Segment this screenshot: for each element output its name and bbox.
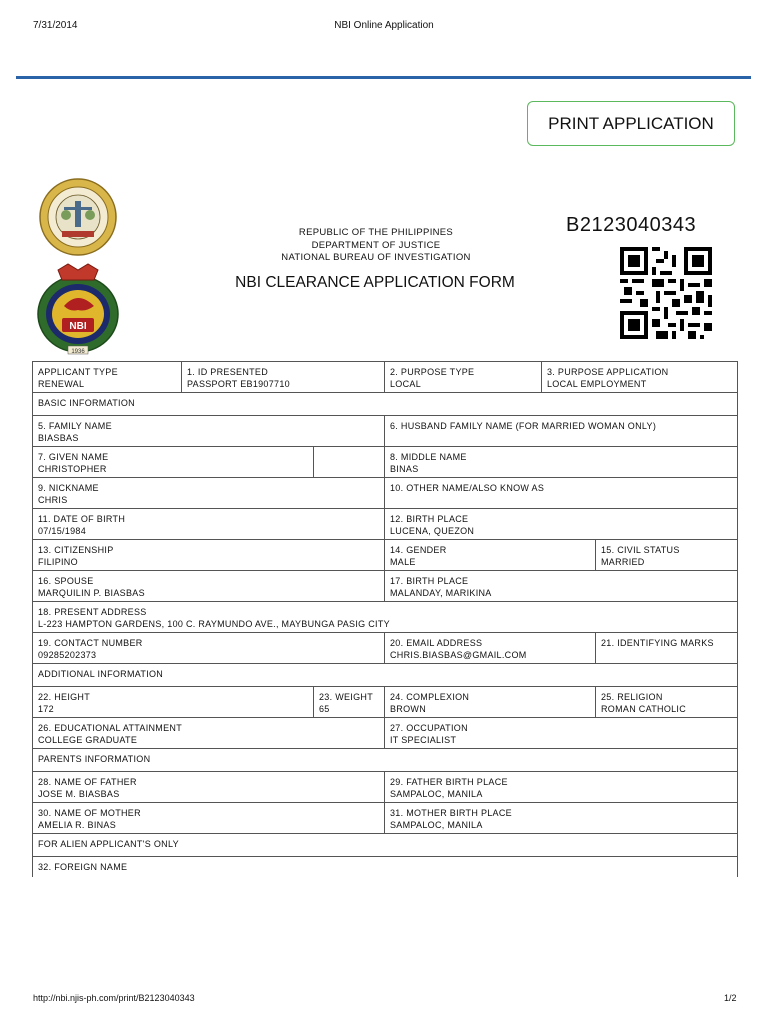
middle-name-cell: 8. MIDDLE NAME BINAS [385,447,738,478]
nbi-seal-icon [36,260,120,356]
print-application-button[interactable]: PRINT APPLICATION [527,101,735,146]
table-row [33,749,738,772]
table-row [33,687,738,718]
present-address-cell: 18. PRESENT ADDRESS L-223 HAMPTON GARDENS, 100 C. RAYMUNDO AVE., MAYBUNGA PASIG CITY [33,602,738,633]
religion-cell: 25. RELIGION ROMAN CATHOLIC [596,687,738,718]
civil-status-cell: 15. CIVIL STATUS MARRIED [596,540,738,571]
occupation-cell: 27. OCCUPATION IT SPECIALIST [385,718,738,749]
id-presented-cell: 1. ID PRESENTED PASSPORT EB1907710 [182,362,385,393]
application-form-table [32,361,738,877]
table-row [33,393,738,416]
section-additional-information: ADDITIONAL INFORMATION [33,664,738,687]
father-birth-place-cell: 29. FATHER BIRTH PLACE SAMPALOC, MANILA [385,772,738,803]
table-row [33,633,738,664]
section-alien-applicants: FOR ALIEN APPLICANT'S ONLY [33,834,738,857]
print-date: 7/31/2014 [33,20,78,31]
qr-code-icon [620,246,712,340]
table-row [33,362,738,393]
table-row [33,718,738,749]
father-name-cell: 28. NAME OF FATHER JOSE M. BIASBAS [33,772,385,803]
application-number: B2123040343 [566,214,697,236]
section-basic-information: BASIC INFORMATION [33,393,738,416]
table-row [33,540,738,571]
education-cell: 26. EDUCATIONAL ATTAINMENT COLLEGE GRADUATE [33,718,385,749]
table-row [33,509,738,540]
gender-cell: 14. GENDER MALE [385,540,596,571]
page-url: http://nbi.njis-ph.com/print/B2123040343 [33,993,195,1003]
table-row [33,834,738,857]
husband-family-name-cell: 6. HUSBAND FAMILY NAME (FOR MARRIED WOMAN ONLY) [385,416,738,447]
section-parents-information: PARENTS INFORMATION [33,749,738,772]
table-row [33,416,738,447]
email-address-cell: 20. EMAIL ADDRESS CHRIS.BIASBAS@GMAIL.COM [385,633,596,664]
spouse-cell: 16. SPOUSE MARQUILIN P. BIASBAS [33,571,385,602]
mother-name-cell: 30. NAME OF MOTHER AMELIA R. BINAS [33,803,385,834]
table-row [33,602,738,633]
agency-line-republic: REPUBLIC OF THE PHILIPPINES [298,227,454,238]
other-name-cell: 10. OTHER NAME/ALSO KNOW AS [385,478,738,509]
date-of-birth-cell: 11. DATE OF BIRTH 07/15/1984 [33,509,385,540]
nbi-seal-year: 1936 [71,349,85,355]
foreign-name-cell: 32. FOREIGN NAME [33,857,738,877]
table-row [33,857,738,877]
spouse-birth-place-cell: 17. BIRTH PLACE MALANDAY, MARIKINA [385,571,738,602]
given-name-cell: 7. GIVEN NAME CHRISTOPHER [33,447,314,478]
purpose-application-cell: 3. PURPOSE APPLICATION LOCAL EMPLOYMENT [542,362,738,393]
height-cell: 22. HEIGHT 172 [33,687,314,718]
citizenship-cell: 13. CITIZENSHIP FILIPINO [33,540,385,571]
birth-place-cell: 12. BIRTH PLACE LUCENA, QUEZON [385,509,738,540]
empty-cell [314,447,385,478]
table-row [33,447,738,478]
form-title: NBI CLEARANCE APPLICATION FORM [235,274,515,291]
table-row [33,772,738,803]
complexion-cell: 24. COMPLEXION BROWN [385,687,596,718]
nickname-cell: 9. NICKNAME CHRIS [33,478,385,509]
table-row [33,571,738,602]
header-divider [16,76,751,79]
purpose-type-cell: 2. PURPOSE TYPE LOCAL [385,362,542,393]
table-row [33,478,738,509]
page-number: 1/2 [724,993,737,1003]
table-row [33,664,738,687]
weight-cell: 23. WEIGHT 65 [314,687,385,718]
agency-line-doj: DEPARTMENT OF JUSTICE [311,239,441,251]
nbi-seal-text: NBI [69,321,87,332]
doj-seal-icon [38,177,118,257]
agency-line-nbi: NATIONAL BUREAU OF INVESTIGATION [281,252,471,263]
contact-number-cell: 19. CONTACT NUMBER 09285202373 [33,633,385,664]
table-row [33,803,738,834]
browser-page-title: NBI Online Application [334,20,434,31]
family-name-cell: 5. FAMILY NAME BIASBAS [33,416,385,447]
identifying-marks-cell: 21. IDENTIFYING MARKS [596,633,738,664]
mother-birth-place-cell: 31. MOTHER BIRTH PLACE SAMPALOC, MANILA [385,803,738,834]
agency-header [226,227,526,265]
applicant-type-cell: APPLICANT TYPE RENEWAL [33,362,182,393]
